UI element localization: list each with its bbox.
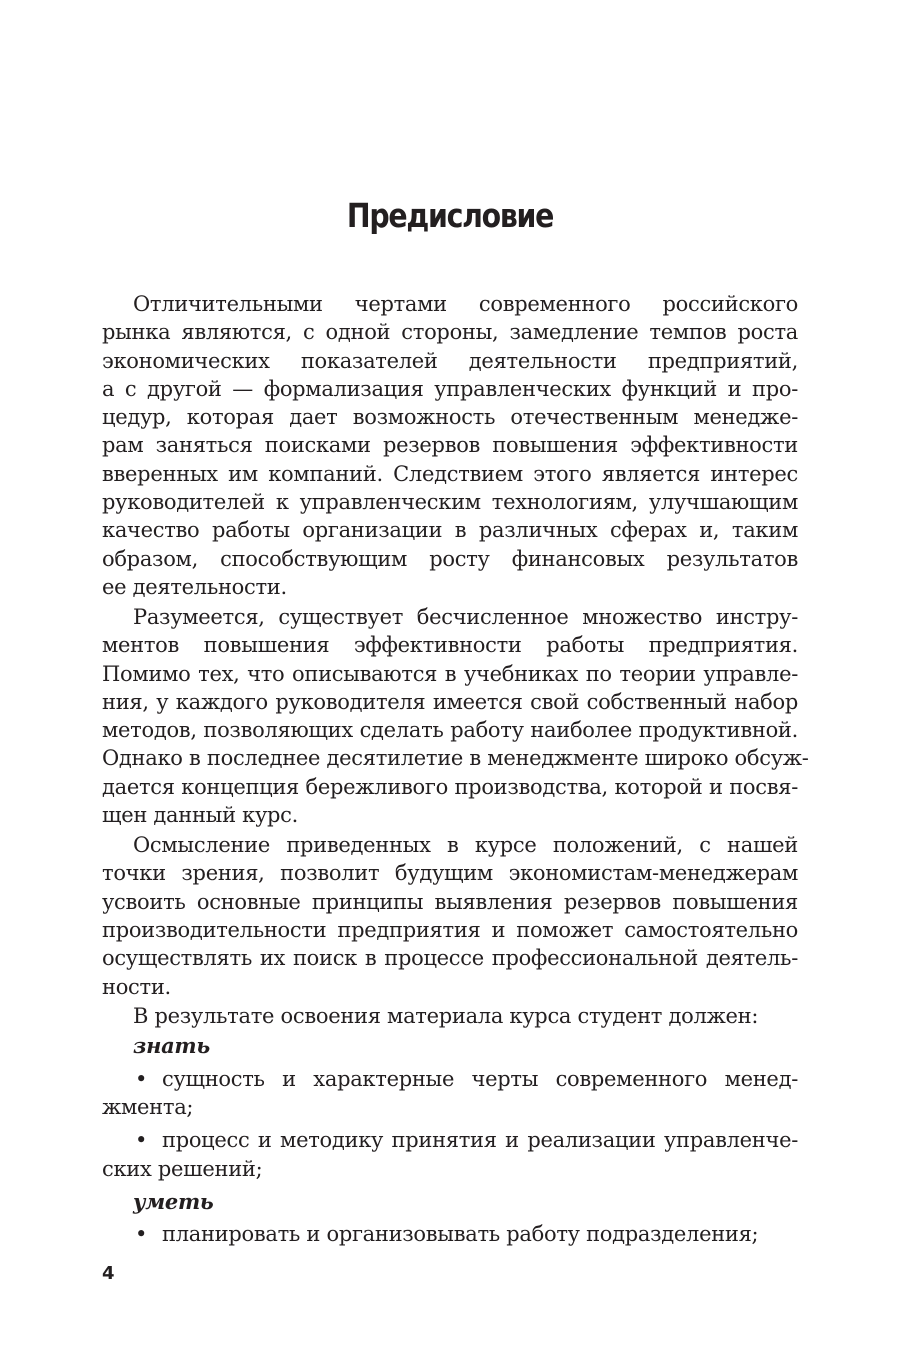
page-number: 4 [102, 1263, 115, 1284]
text-line: В результате освоения материала курса студент должен: [133, 1004, 759, 1029]
list-item [102, 1220, 798, 1248]
text-line [102, 1220, 798, 1248]
can-label: уметь [133, 1188, 214, 1214]
text-line: ности. [102, 974, 171, 999]
text-line: щен данный курс. [102, 803, 299, 828]
text-line: Отличительными чертами современного российского [133, 292, 798, 316]
text-line: руководителей к управленческим технологиям, улучшающим [102, 490, 798, 515]
list-item [102, 1065, 798, 1122]
text-line: усвоить основные принципы выявления резервов повышения [102, 889, 798, 914]
text-line: дается концепция бережливого производства, которой и посвя- [102, 774, 798, 799]
body-text [102, 290, 809, 1254]
text-line [102, 1065, 798, 1093]
text-line: вверенных им компаний. Следствием этого является интерес [102, 461, 798, 486]
text-line: осуществлять их поиск в процессе профессиональной деятель- [102, 946, 798, 971]
text-line: рынка являются, с одной стороны, замедление темпов роста [102, 320, 798, 345]
text-line: ских решений; [102, 1156, 263, 1181]
text-line: Разумеется, существует бесчисленное множество инстру- [133, 604, 798, 629]
paragraph [102, 290, 798, 601]
bullet-icon: • [135, 1128, 148, 1153]
bullet-text: процесс и методику принятия и реализации управленче- [162, 1128, 798, 1153]
text-line: Помимо тех, что описываются в учебниках по теории управле- [102, 661, 798, 686]
text-line: качество работы организации в различных сферах и, таким [102, 518, 798, 543]
text-line: ментов повышения эффективности работы предприятия. [102, 633, 798, 658]
text-line: а с другой — формализация управленческих функций и про- [102, 376, 798, 401]
text-line: методов, позволяющих сделать работу наиболее продуктивной. [102, 718, 798, 743]
text-line: образом, способствующим росту финансовых результатов [102, 546, 798, 571]
bullet-text: сущность и характерные черты современного менед- [162, 1066, 798, 1091]
page-title: Предисловие [346, 196, 554, 235]
paragraph [102, 1002, 798, 1030]
text-line: ее деятельности. [102, 574, 287, 599]
paragraph [102, 603, 809, 829]
text-line: жмента; [102, 1095, 194, 1120]
paragraph [102, 831, 798, 1001]
text-line: Однако в последнее десятилетие в менеджменте широко обсуж- [102, 746, 809, 771]
bullet-icon: • [135, 1066, 148, 1091]
know-label: знать [133, 1033, 210, 1059]
text-line: точки зрения, позволит будущим экономистам-менеджерам [102, 861, 798, 886]
text-line: экономических показателей деятельности предприятий, [102, 348, 798, 373]
text-line: производительности предприятия и поможет самостоятельно [102, 917, 798, 942]
text-line [102, 1126, 798, 1154]
bullet-icon: • [135, 1222, 148, 1247]
list-item [102, 1126, 798, 1183]
text-line: Осмысление приведенных в курсе положений, с нашей [133, 833, 798, 858]
text-line: рам заняться поисками резервов повышения эффективности [102, 433, 798, 458]
bullet-text: планировать и организовывать работу подразделения; [162, 1222, 759, 1247]
text-line: цедур, которая дает возможность отечественным менедже- [102, 405, 798, 430]
text-line: ния, у каждого руководителя имеется свой собственный набор [102, 689, 798, 714]
